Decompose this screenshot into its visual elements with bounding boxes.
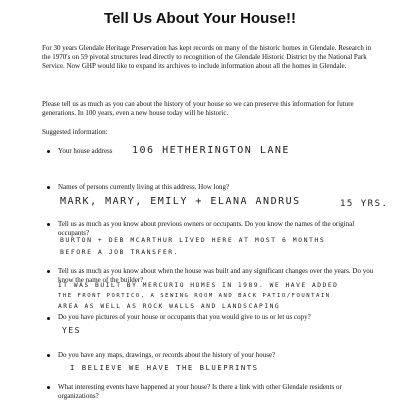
answer-construction-line2: THE FRONT PORTICO, A SEWING ROOM AND BACK PATIO/FOUNTAIN: [58, 293, 331, 299]
bullet-dot: [47, 354, 50, 357]
bullet-dot: [47, 223, 50, 226]
bullet-dot: [47, 317, 50, 320]
bullet-dot: [47, 386, 50, 389]
question-interesting-events: What interesting events have happened at your house? Is there a link with other Glendale residents or organizations?: [58, 383, 342, 400]
answer-previous-owners-line1: BURTON + DEB MCARTHUR LIVED HERE AT MOST 6 MONTHS: [60, 236, 326, 244]
answer-address: 106 HETHERINGTON LANE: [132, 145, 290, 156]
question-current-residents: Names of persons currently living at this address. How long?: [58, 183, 230, 191]
bullet-dot: [47, 150, 50, 153]
answer-maps-records: I BELIEVE WE HAVE THE BLUEPRINTS: [70, 363, 259, 372]
answer-residents-duration: 15 YRS.: [340, 199, 389, 209]
question-pictures: Do you have pictures of your house or occupants that you would give to us or let us copy?: [58, 313, 311, 321]
answer-residents: MARK, MARY, EMILY + ELANA ANDRUS: [60, 196, 301, 207]
question-maps-records: Do you have any maps, drawings, or records about the history of your house?: [58, 351, 276, 359]
intro-paragraph: For 30 years Glendale Heritage Preservation has kept records on many of the historic homes in Glendale. Research in the 1970's on 59 pivotal structures lead directly to recognition of the Glendale Historic District by the National Park Service. Now GHP would like to expand its archives to include information about all the homes in Glendale.: [42, 44, 372, 70]
bullet-dot: [47, 270, 50, 273]
question-address: Your house address: [58, 147, 113, 155]
answer-pictures: YES: [62, 326, 81, 335]
request-paragraph: Please tell us as much as you can about the history of your house so we can preserve this information for future generations. In 100 years, even a new house today will be historic.: [42, 100, 354, 117]
question-construction-history: Tell us as much as you know about when the house was built and any significant changes over the years. Do you know the name of the builder?: [58, 267, 374, 284]
question-previous-owners: Tell us as much as you know about previous owners or occupants. Do you know the names of the original occupants?: [58, 220, 355, 237]
page-title: Tell Us About Your House!!: [104, 10, 296, 27]
bullet-dot: [47, 186, 50, 189]
answer-construction-line3: AREA AS WELL AS ROCK WALLS AND LANDSCAPING: [58, 303, 281, 310]
answer-construction-line1: IT WAS BUILT BY MERCURIO HOMES IN 1989. WE HAVE ADDED: [58, 282, 339, 289]
suggested-label: Suggested information:: [42, 128, 108, 136]
answer-previous-owners-line2: BEFORE A JOB TRANSFER.: [60, 248, 180, 256]
